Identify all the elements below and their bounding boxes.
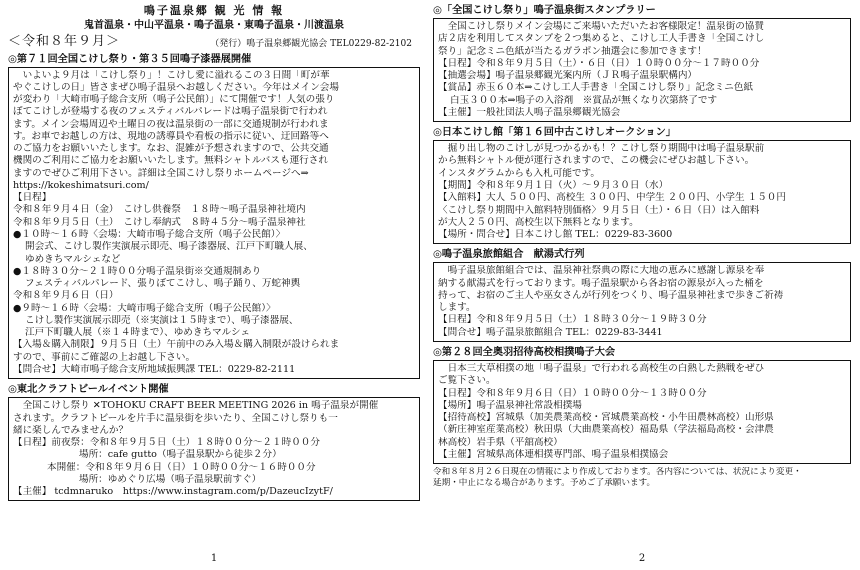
auction-contact: 【場所・問合せ】日本こけし館 TEL：0229-83-3600 — [438, 229, 673, 241]
entry-limit: 【入場＆購入制限】９月５日（土）午前中のみ入場＆購入制限が設けられま — [13, 339, 340, 351]
page-1 — [8, 0, 420, 570]
kokeshi-festival-box — [8, 67, 420, 380]
craft-beer-host[interactable]: 【主催】 tcdmnaruko https://www.instagram.com/p/DazeucIzytF/ — [13, 486, 333, 498]
kokeshi-festival-intro-line: ます。メイン会場周辺や土曜日の夜は温泉街の一部に交通規制が行われま — [13, 118, 329, 130]
stamp-rally-intro: 全国こけし祭りメイン会場にご来場いただいたお客様限定！温泉街の協賛 — [438, 21, 764, 33]
craft-beer-intro: 緒に楽しんでみませんか？ — [13, 424, 129, 436]
footnote — [433, 467, 851, 489]
page-number: 1 — [210, 553, 218, 565]
kokeshi-festival-title: ◎第７１回全国こけし祭り・第３５回鳴子漆器展開催 — [8, 52, 252, 65]
schedule-event3-detail: こけし製作実演展示即売（※実演は１５時まで）、鳴子漆器展、 — [25, 314, 299, 326]
schedule-day2: 令和８年９月５日（土） こけし奉納式 ８時４５分～鳴子温泉神社 — [13, 216, 306, 228]
kokeshi-festival-intro-line: やぐこけしの日」皆さまぜひ鳴子温泉へお越しください。今年はメイン会場 — [13, 81, 339, 93]
sumo-intro: ご覧下さい。 — [438, 375, 496, 387]
stamp-rally-intro: 店２店を利用してスタンプを２つ集めると、こけし工人手書き「全国こけし — [438, 33, 765, 45]
schedule-event2-detail: フェスティバルパレード、張りぼてこけし、鳴子踊り、万蛇神輿 — [25, 278, 301, 290]
kento-intro: 持って、お宿のご主人や巫女さんが行列をつくり、鳴子温泉神社まで歩きご祈祷 — [438, 289, 784, 301]
entry-limit: すので、事前にご確認の上お越し下さい。 — [13, 351, 196, 363]
footnote-line: 令和８年８月２６日現在の情報により作成しております。各内容については、状況により変更・ — [433, 467, 802, 478]
footnote-line: 延期・中止になる場合があります。予めご了承願います。 — [433, 478, 656, 489]
kento-intro: します。 — [438, 302, 476, 314]
kokeshi-festival-intro-line: 機関のご利用にご協力をお願いいたします。無料シャトルバスも運行され — [13, 155, 328, 167]
craft-beer-title: ◎東北クラフトビールイベント開催 — [8, 383, 169, 396]
sumo-intro: 日本三大草相撲の地「鳴子温泉」で行われる高校生の白熱した熱戦をぜひ — [438, 363, 765, 375]
kento-intro: 納する献湯式を行っております。鳴子温泉駅から各お宿の源泉が入った桶を — [438, 277, 764, 289]
sumo-host: 【主催】宮城県高体連相撲専門部、鳴子温泉相撲協会 — [438, 448, 669, 460]
schedule-event1-detail: 開会式、こけし製作実演展示即売、鳴子漆器展、江戸下町職人展、 — [25, 241, 313, 253]
schedule-event3: ●９時～１６時〈会場：大崎市鳴子総合支所（鳴子公民館）〉 — [13, 302, 276, 314]
kokeshi-festival-intro-line: が変わり「大崎市鳴子総合支所（鳴子公民館）」にて開催です！人気の張り — [13, 94, 335, 106]
auction-intro: から無料シャトル便が運行されますので、この機会にぜひお越し下さい。 — [438, 155, 755, 167]
stamp-rally-date: 【日程】令和８年９月５日（土）・６日（日）１０時００分～１７時００分 — [438, 57, 760, 69]
kokeshi-festival-intro-line: いよいよ９月は「こけし祭り」！こけし愛に溢れるこの３日間「町が華 — [13, 69, 330, 81]
pre-event-place: 場所：cafe gutto（鳴子温泉駅から徒歩２分） — [79, 449, 282, 461]
auction-period: 【期間】令和８年９月１日（火）～９月３０日（水） — [438, 180, 669, 192]
schedule-event3-detail: 江戸下町職人展（※１４時まで）、ゆめきちマルシェ — [25, 327, 251, 339]
invited-schools: （新庄神室産業高校）秋田県（大曲農業高校）福島県（学法福島高校・会津農 — [438, 424, 774, 436]
kokeshi-festival-intro — [13, 70, 415, 193]
sumo-venue: 【場所】鳴子温泉神社常設相撲場 — [438, 399, 582, 411]
issue-date: ＜令和８年９月＞ — [8, 33, 121, 49]
craft-beer-intro: 全国こけし祭り ✕TOHOKU CRAFT BEER MEETING 2026 in 鳴子温泉が開催 — [13, 400, 379, 412]
stamp-rally-intro: 祭り」記念ミニ色紙が当たるガラポン抽選会に参加できます！ — [438, 45, 707, 57]
stamp-rally-box — [433, 18, 851, 122]
schedule-day3: 令和８年９月６日（日） — [13, 290, 119, 302]
kento-box — [433, 262, 851, 342]
sumo-date: 【日程】令和８年９月６日（日）１０時００分～１３時００分 — [438, 387, 707, 399]
schedule-event1: ●１０時～１６時〈会場：大崎市鳴子総合支所（鳴子公民館）〉 — [13, 229, 286, 240]
craft-beer-intro: されます。クラフトビールを片手に温泉街を歩いたり、全国こけし祭りも一 — [13, 412, 338, 424]
kento-title: ◎鳴子温泉旅館組合 献湯式行列 — [433, 248, 585, 261]
schedule-event2: ●１８時３０分～２１時００分鳴子温泉街※交通規制あり — [13, 265, 262, 277]
sumo-title: ◎第２８回全奥羽招待高校相撲鳴子大会 — [433, 345, 616, 358]
kokeshi-festival-intro-line: ますのでぜひご利用下さい。詳細は全国こけし祭りホームページへ⇒ — [13, 167, 309, 179]
kento-contact: 【問合せ】鳴子温泉旅館組合 TEL：0229-83-3441 — [438, 326, 663, 338]
invited-schools: 林高校）岩手県（平舘高校） — [438, 436, 563, 448]
auction-title: ◎日本こけし館「第１６回中古こけしオークション」 — [433, 126, 676, 139]
stamp-rally-title: ◎「全国こけし祭り」鳴子温泉街スタンプラリー — [433, 4, 656, 16]
kokeshi-festival-intro-line: ぼてこけしが登場する夜のフェスティバルパレードは鳴子温泉街で行われ — [13, 106, 328, 118]
lottery-venue: 【抽選会場】鳴子温泉郷観光案内所（ＪＲ鳴子温泉駅構内） — [438, 70, 698, 82]
sumo-box — [433, 360, 851, 464]
page-number: 2 — [638, 553, 646, 565]
schedule-event1-detail: ゆめきちマルシェなど — [25, 253, 121, 265]
prize-white: 白玉３００本⇒鳴子の入浴剤 ※賞品が無くなり次第終了です — [450, 94, 718, 106]
craft-beer-box — [8, 397, 420, 501]
newsletter-title: 鳴子温泉郷 観 光 情 報 — [143, 4, 285, 17]
main-event-date: 本開催：令和８年９月６日（日）１０時００分～１６時００分 — [47, 461, 316, 473]
kokeshi-festival-intro-line: す。お車でお越しの方は、現地の誘導員や看板の指示に従い、迂回路等へ — [13, 130, 329, 142]
admission-special: が大人２５０円、高校生以下無料となります。 — [438, 216, 639, 228]
prize-red: 【賞品】赤玉６０本⇒こけし工人手書き「全国こけし祭り」記念ミニ色紙 — [438, 82, 754, 94]
kento-date: 【日程】令和８年９月５日（土）１８時３０分～１９時３０分 — [438, 314, 707, 326]
schedule-label: 【日程】 — [13, 192, 52, 204]
stamp-rally-host: 【主催】一般社団法人鳴子温泉郷観光協会 — [438, 106, 621, 118]
festival-homepage-link[interactable]: https://kokeshimatsuri.com/ — [13, 179, 149, 191]
page-2 — [433, 0, 851, 570]
publisher: （発行）鳴子温泉郷観光協会 TEL0229-82-2102 — [210, 38, 412, 49]
onsen-list: 鬼首温泉・中山平温泉・鳴子温泉・東鳴子温泉・川渡温泉 — [84, 20, 344, 32]
schedule-day1: 令和８年９月４日（金） こけし供養祭 １８時～鳴子温泉神社境内 — [13, 204, 306, 216]
kento-intro: 鳴子温泉旅館組合では、温泉神社祭典の際に大地の恵みに感謝し源泉を奉 — [438, 265, 765, 277]
admission-fee: 【入館料】大人 ５００円、高校生 ３００円、中学生 ２００円、小学生 １５０円 — [438, 192, 786, 204]
auction-intro: インスタグラムからも入札可能です。 — [438, 167, 600, 179]
kokeshi-festival-intro-line: のご協力をお願いいたします。なお、混雑が予想されますので、公共交通 — [13, 143, 329, 155]
invited-schools: 【招待高校】宮城県（加美農業高校・宮城農業高校・小牛田農林高校）山形県 — [438, 412, 774, 424]
header-row — [8, 34, 420, 51]
admission-special: 〈こけし祭り期間中入館料特別価格〉９月５日（土）・６日（日）は入館料 — [438, 204, 760, 216]
contact: 【問合せ】大崎市鳴子総合支所地域振興課 TEL：0229-82-2111 — [13, 363, 296, 375]
main-event-place: 場所：ゆめぐり広場（鳴子温泉駅前すぐ） — [79, 473, 262, 485]
auction-intro: 掘り出し物のこけしが見つかるかも！？こけし祭り期間中は鳴子温泉駅前 — [438, 143, 765, 155]
auction-box — [433, 140, 851, 244]
pre-event-date: 【日程】前夜祭：令和８年９月５日（土）１８時００分～２１時００分 — [13, 437, 320, 449]
